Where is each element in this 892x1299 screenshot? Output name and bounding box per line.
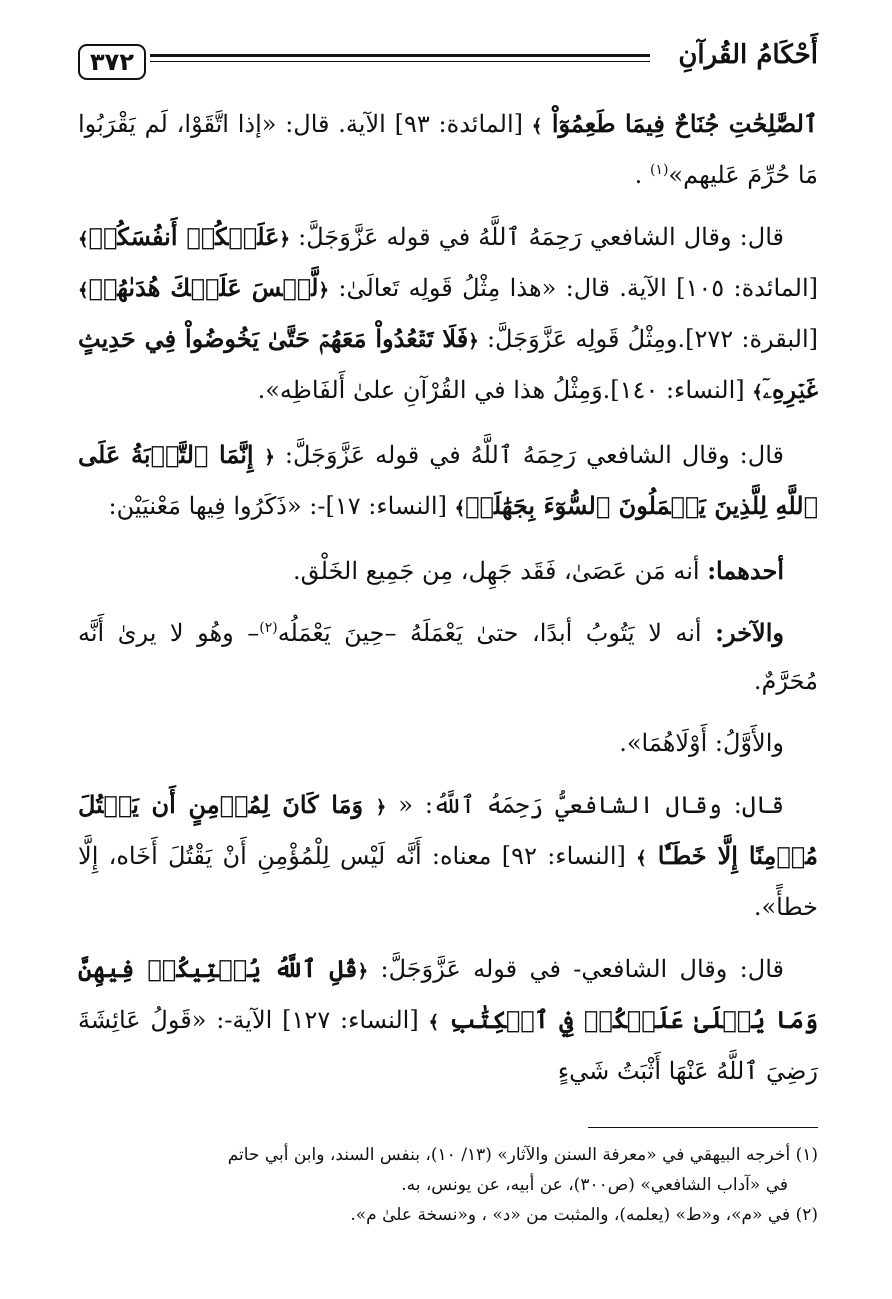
paragraph-3: قال: وقال الشافعي رَحِمَهُ ٱللَّهُ في قوله عَزَّوَجَلَّ: ﴿ إِنَّمَا ٱلتَّوۡبَةُ عَلَى ٱللَّهِ لِلَّذِينَ يَعۡمَلُونَ ٱلسُّوٓءَ بِجَهَٰلَةٖ﴾ [النساء: ١٧]-: «ذَكَرُوا فِيها مَعْنيَيْن: bbox=[78, 440, 818, 520]
verse-reference: [النساء: ٩٢] bbox=[501, 842, 626, 870]
verse-reference: [البقرة: ٢٧٢]. bbox=[677, 325, 819, 353]
quran-verse: ﴿فَلَا تَقۡعُدُواْ مَعَهُمۡ حَتَّىٰ يَخُوضُواْ فِي حَدِيثٍ غَيۡرِهِۦٓ﴾ bbox=[78, 324, 818, 404]
verse-reference: [النساء: ١٤٠]. bbox=[602, 376, 745, 404]
header-rule-thin bbox=[150, 61, 650, 62]
quran-verse: ﴿قُلِ ٱللَّهُ يُفۡتِيكُمۡ فِيهِنَّ وَمَا يُتۡلَىٰ عَلَيۡكُمۡ فِي ٱلۡكِتَٰبِ ﴾ bbox=[78, 954, 819, 1034]
header-rule-thick bbox=[150, 54, 650, 57]
quran-verse: ﴿ إِنَّمَا ٱلتَّوۡبَةُ عَلَى ٱللَّهِ لِلَّذِينَ يَعۡمَلُونَ ٱلسُّوٓءَ بِجَهَٰلَةٖ﴾ bbox=[78, 440, 818, 520]
book-title: أَحْكَامُ القُرآنِ bbox=[678, 40, 818, 70]
paragraph-1: ٱلصَّٰلِحَٰتِ جُنَاحٌ فِيمَا طَعِمُوٓاْ ﴾ [المائدة: ٩٣] الآية. قال: «إذا اتَّقَوْا، لَم يَقْرَبُوا مَا حُرِّمَ عَليهم»$^{(١)}$ . bbox=[78, 109, 818, 189]
footnote-marker: (١) bbox=[649, 162, 669, 178]
paragraph-5: والآخر: أنه لا يَتُوبُ أبدًا، حتىٰ يَعْمَلَهُ –حِينَ يَعْمَلُه$^{(٢)}$– وهُو لا يرىٰ أَنَّه مُحَرَّمٌ. bbox=[78, 618, 818, 695]
footnote-1-continued: في «آداب الشافعي» (ص٣٠٠)، عن أبيه، عن يونس، به. bbox=[401, 1175, 788, 1195]
quran-verse: ﴿ وَمَا كَانَ لِمُؤۡمِنٍ أَن يَقۡتُلَ مُؤۡمِنًا إِلَّا خَطَـٔٗا ﴾ bbox=[78, 790, 818, 870]
verse-reference: [المائدة: ١٠٥] bbox=[676, 274, 818, 302]
footnote-2: (٢) في «م»، و«ط» (يعلمه)، والمثبت من «د» ، و«نسخة علىٰ م». bbox=[350, 1205, 818, 1225]
paragraph-8: قال: وقال الشافعي- في قوله عَزَّوَجَلَّ: ﴿قُلِ ٱللَّهُ يُفۡتِيكُمۡ فِيهِنَّ وَمَا يُتۡلَىٰ عَلَيۡكُمۡ فِي ٱلۡكِتَٰبِ ﴾ [النساء: ١٢٧] الآية-: «قَولُ عَائِشَةَ رَضِيَ ٱللَّهُ عَنْهَا أَثْبَتُ شَيءٍ bbox=[78, 954, 819, 1085]
point-label: والآخر: bbox=[715, 618, 784, 647]
verse-reference: [النساء: ١٢٧] bbox=[282, 1006, 419, 1034]
footnotes bbox=[78, 1140, 818, 1230]
paragraph-7: قال: وقال الشافعيُّ رَحِمَهُ ٱللَّهُ: « ﴿ وَمَا كَانَ لِمُؤۡمِنٍ أَن يَقۡتُلَ مُؤۡمِنًا إِلَّا خَطَـٔٗا ﴾ [النساء: ٩٢] معناه: أَنَّه لَيْس لِلْمُؤْمِنِ أَنْ يَقْتُلَ أَخَاه، إِلَّا خطأً». bbox=[78, 790, 818, 921]
quran-verse: ﴿عَلَيۡكُمۡ أَنفُسَكُمۡ﴾ bbox=[78, 222, 291, 251]
verse-reference: [المائدة: ٩٣] bbox=[394, 110, 524, 138]
verse-ornament-close: ﴾ bbox=[531, 116, 543, 137]
page-number: ٣٧٢ bbox=[78, 44, 146, 80]
point-label: أحدهما: bbox=[707, 556, 784, 585]
quran-verse: ﴿لَّيۡسَ عَلَيۡكَ هُدَىٰهُمۡ﴾ bbox=[78, 273, 330, 302]
footnote-marker: (٢) bbox=[259, 620, 278, 636]
paragraph-2: قال: وقال الشافعي رَحِمَهُ ٱللَّهُ في قوله عَزَّوَجَلَّ: ﴿عَلَيۡكُمۡ أَنفُسَكُمۡ﴾ [المائدة: ١٠٥] الآية. قال: «هذا مِثْلُ قَولِه تَعالَىٰ: ﴿لَّيۡسَ عَلَيۡكَ هُدَىٰهُمۡ﴾ [البقرة: ٢٧٢].ومِثْلُ قَولِه عَزَّوَجَلَّ: ﴿فَلَا تَقۡعُدُواْ مَعَهُمۡ حَتَّىٰ يَخُوضُواْ فِي حَدِيثٍ غَيۡرِهِۦٓ﴾ [النساء: ١٤٠].وَمِثْلُ هذا في القُرْآنِ علىٰ أَلفَاظِه». bbox=[78, 222, 819, 404]
verse-reference: [النساء: ١٧] bbox=[325, 492, 447, 520]
page-body bbox=[78, 100, 818, 1109]
paragraph-6: والأَوَّلُ: أَوْلَاهُمَا». bbox=[619, 729, 784, 757]
paragraph-4: أحدهما: أنه مَن عَصَىٰ، فَقَد جَهِل، مِن جَمِيع الخَلْق. bbox=[292, 556, 784, 585]
quran-verse: ٱلصَّٰلِحَٰتِ جُنَاحٌ فِيمَا طَعِمُوٓاْ ﴾ bbox=[531, 109, 818, 138]
footnote-separator bbox=[588, 1127, 818, 1128]
page-header bbox=[78, 40, 818, 90]
footnote-1: (١) أخرجه البيهقي في «معرفة السنن والآثار» (١٣/ ١٠)، بنفس السند، وابن أبي حاتم bbox=[227, 1145, 818, 1165]
